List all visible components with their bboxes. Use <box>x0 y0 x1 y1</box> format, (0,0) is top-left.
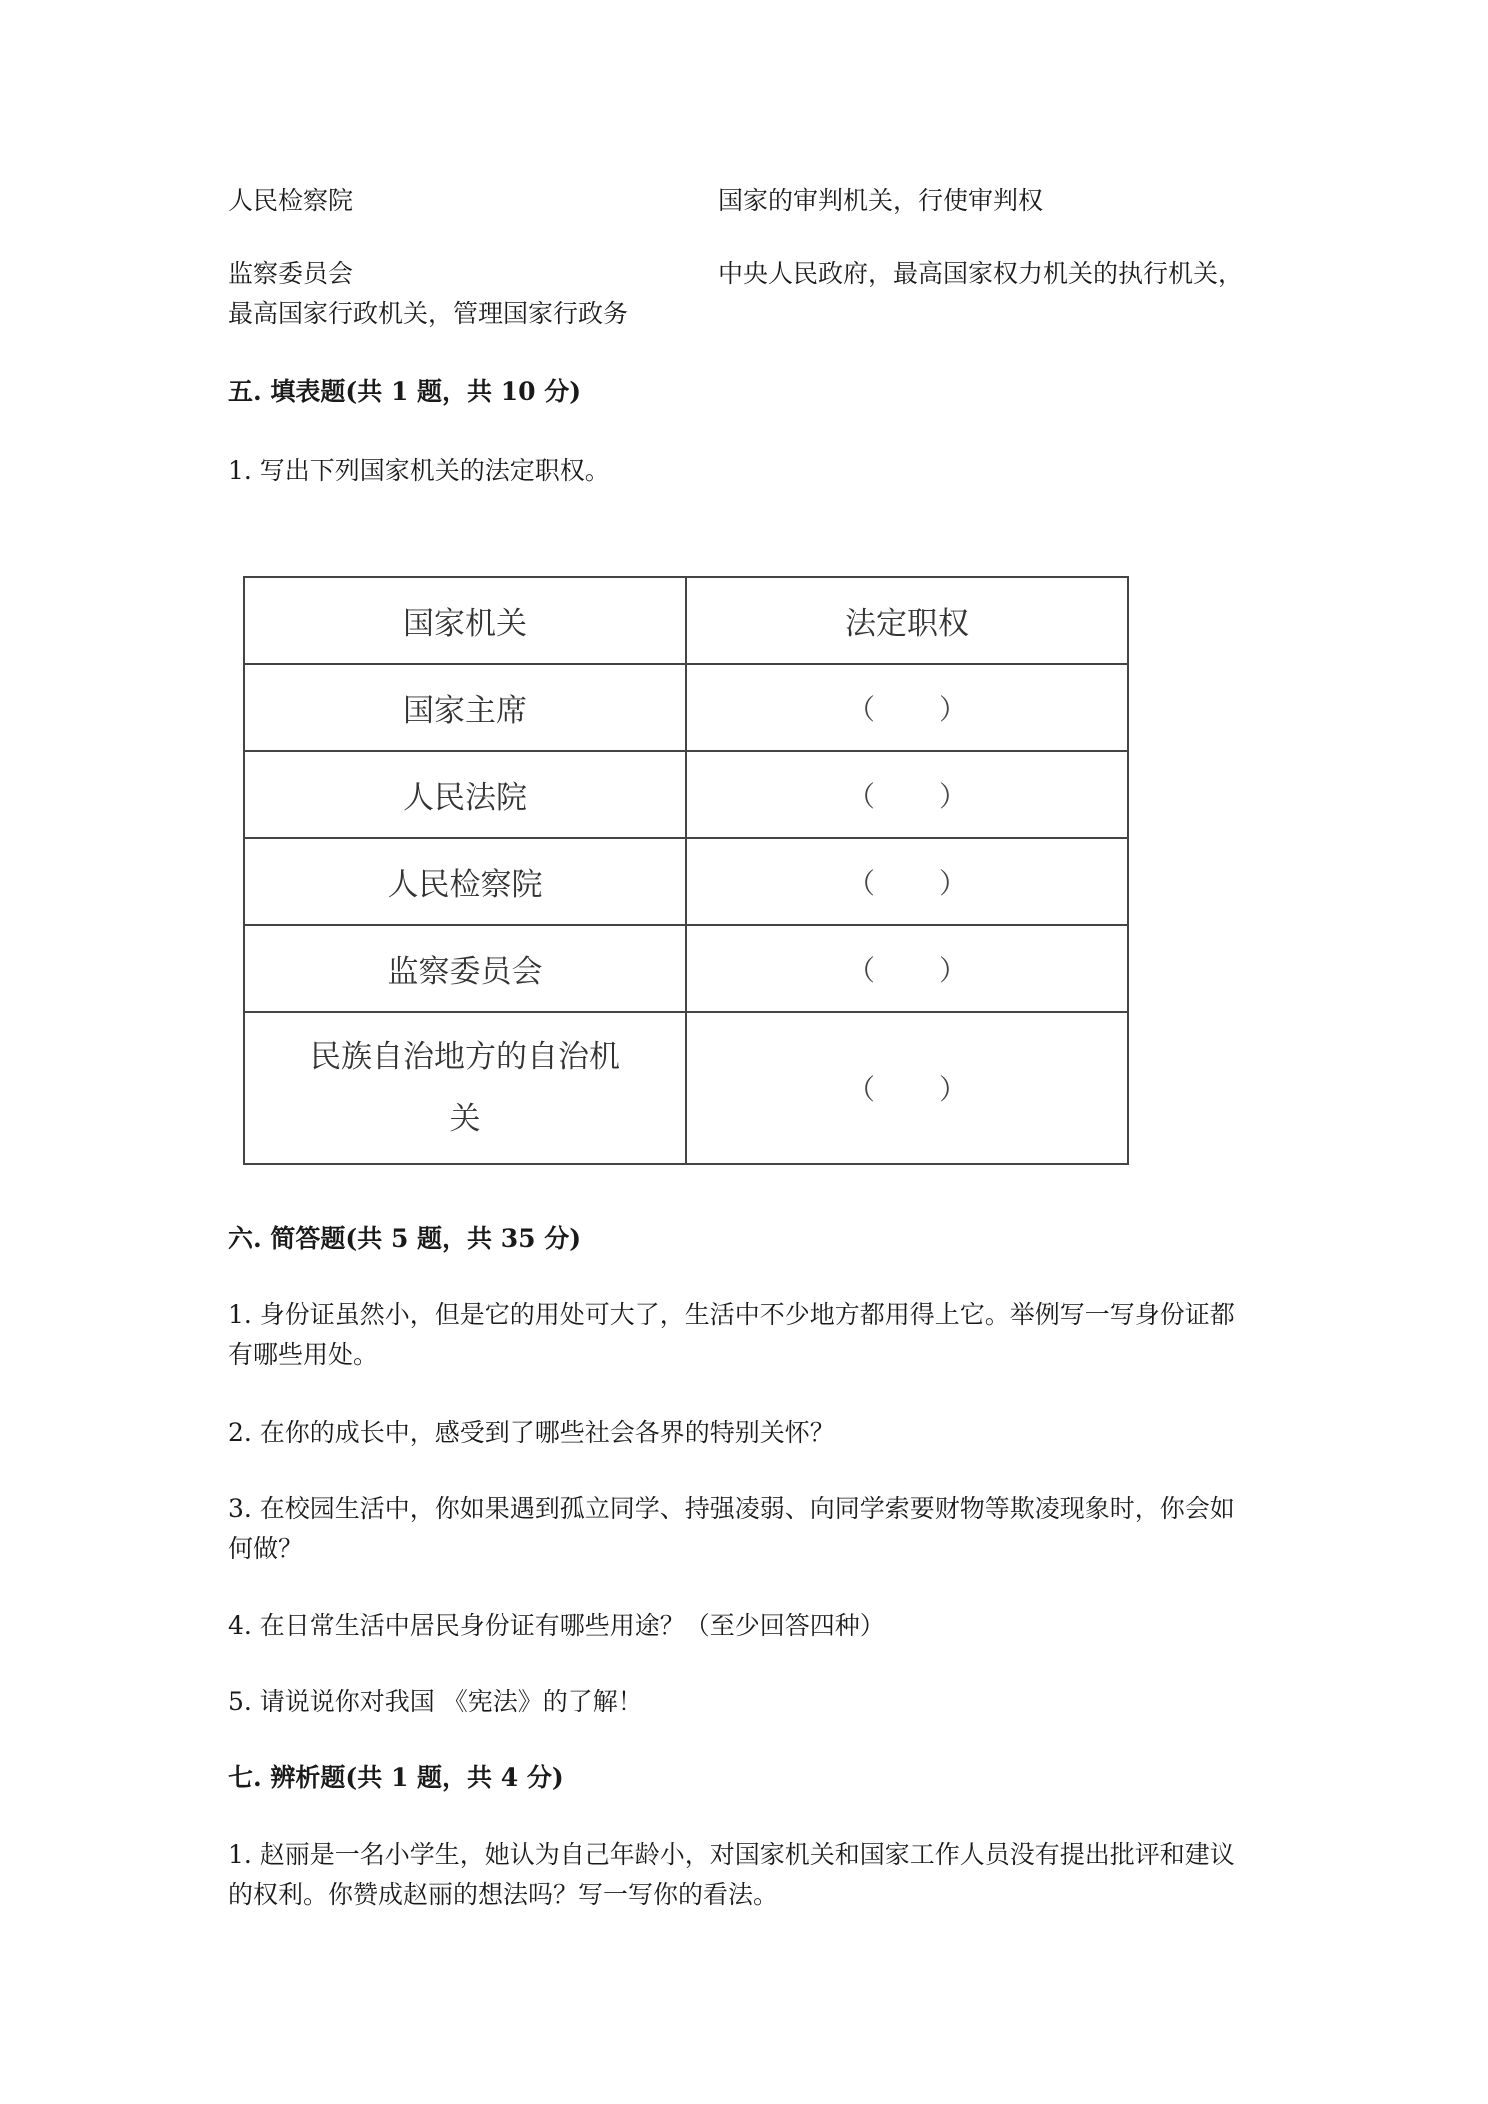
table-row <box>244 838 1128 925</box>
organ-cell <box>244 1012 686 1164</box>
section-7-question-1: 1. 赵丽是一名小学生，她认为自己年龄小，对国家机关和国家工作人员没有提出批评和建议 <box>228 1840 1235 1869</box>
section-6-question-3-cont: 何做？ <box>228 1534 304 1563</box>
answer-blank: （ ） <box>847 779 967 813</box>
section-7-title: 七. 辨析题(共 1 题，共 4 分) <box>228 1763 564 1792</box>
organ-cell: 人民法院 <box>244 751 686 838</box>
section-6-question-1: 1. 身份证虽然小，但是它的用处可大了，生活中不少地方都用得上它。举例写一写身份证都 <box>228 1300 1235 1329</box>
answer-blank: （ ） <box>847 866 967 900</box>
match-right-item: 中央人民政府，最高国家权力机关的执行机关， <box>718 259 1244 288</box>
organ-cell: 国家主席 <box>244 664 686 751</box>
answer-blank-cell[interactable] <box>686 838 1128 925</box>
section-5-question-1: 1. 写出下列国家机关的法定职权。 <box>228 456 610 485</box>
answer-blank: （ ） <box>847 1073 967 1106</box>
organ-cell: 监察委员会 <box>244 925 686 1012</box>
table-header-powers: 法定职权 <box>686 577 1128 664</box>
powers-table <box>243 576 1129 1165</box>
section-6-question-1-cont: 有哪些用处。 <box>228 1340 379 1369</box>
section-6-question-5: 5. 请说说你对我国 《宪法》的了解！ <box>228 1687 643 1716</box>
answer-blank-cell[interactable] <box>686 751 1128 838</box>
section-6-title: 六. 简答题(共 5 题，共 35 分) <box>228 1224 582 1253</box>
match-right-item-continuation: 最高国家行政机关，管理国家行政务 <box>228 299 629 328</box>
table-row <box>244 664 1128 751</box>
table-row <box>244 925 1128 1012</box>
organ-cell: 人民检察院 <box>244 838 686 925</box>
answer-blank-cell[interactable] <box>686 925 1128 1012</box>
table-row <box>244 1012 1128 1164</box>
table-header-organ: 国家机关 <box>244 577 686 664</box>
table-header-row <box>244 577 1128 664</box>
section-6-question-3: 3. 在校园生活中，你如果遇到孤立同学、持强凌弱、向同学索要财物等欺凌现象时，你会如 <box>228 1494 1235 1523</box>
section-6-question-4: 4. 在日常生活中居民身份证有哪些用途？（至少回答四种） <box>228 1611 885 1640</box>
match-right-item: 国家的审判机关，行使审判权 <box>718 186 1044 215</box>
answer-blank: （ ） <box>847 692 967 726</box>
answer-blank: （ ） <box>847 953 967 987</box>
section-5-title: 五. 填表题(共 1 题，共 10 分) <box>228 377 582 406</box>
table-row <box>244 751 1128 838</box>
answer-blank-cell[interactable] <box>686 664 1128 751</box>
section-7-question-1-cont: 的权利。你赞成赵丽的想法吗？写一写你的看法。 <box>228 1880 779 1909</box>
match-left-item: 人民检察院 <box>228 186 354 215</box>
organ-cell-text: 民族自治地方的自治机关 <box>310 1039 620 1137</box>
section-6-question-2: 2. 在你的成长中，感受到了哪些社会各界的特别关怀？ <box>228 1418 835 1447</box>
answer-blank-cell[interactable] <box>686 1012 1128 1164</box>
match-left-item: 监察委员会 <box>228 259 354 288</box>
